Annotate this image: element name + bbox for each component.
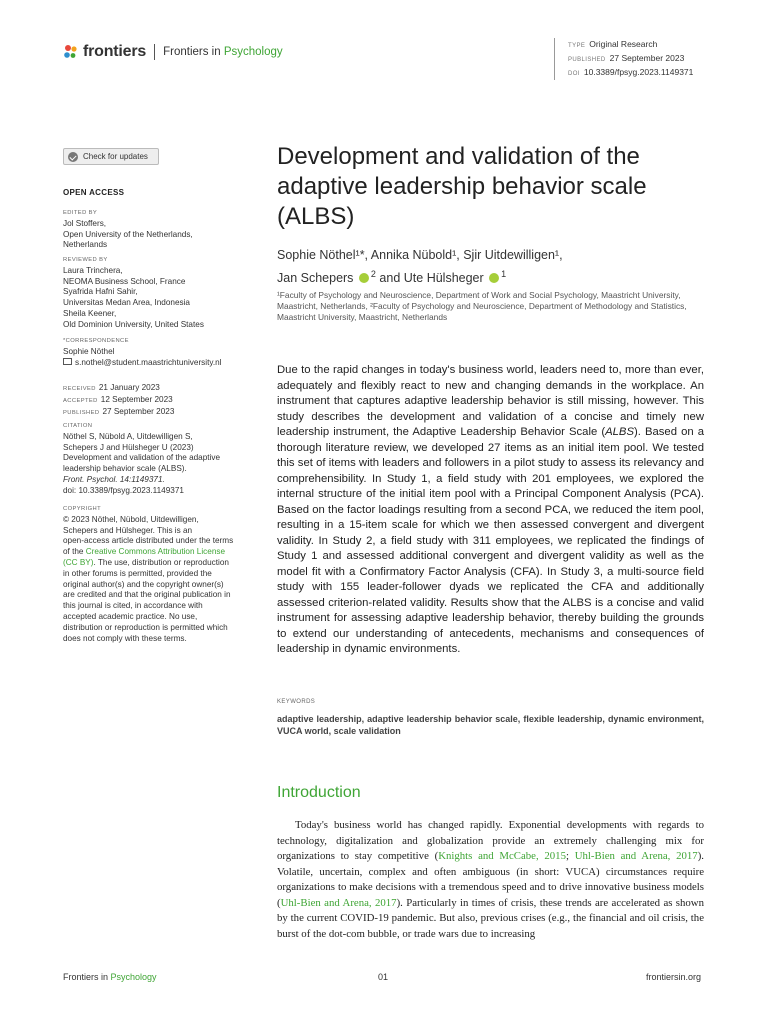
open-access-label: OPEN ACCESS [63, 188, 125, 197]
logo-divider [154, 44, 155, 60]
meta-published: PUBLISHED 27 September 2023 [568, 53, 685, 63]
correspondence-email[interactable]: s.nothel@student.maastrichtuniversity.nl [63, 358, 263, 369]
brand-name: frontiers [83, 43, 147, 60]
affiliations: ¹Faculty of Psychology and Neuroscience, Department of Work and Social Psychology, Maastricht University, Maastricht, Netherlands, ²Faculty of Psychology and Neuroscience, Department of Methodology and Statistics, Maastricht University, Maastricht, Netherlands [277, 290, 687, 322]
cc-by-link[interactable]: (CC BY) [63, 557, 94, 567]
check-icon [68, 152, 78, 162]
keywords: adaptive leadership, adaptive leadership behavior scale, flexible leadership, dynamic environment, VUCA world, scale validation [277, 714, 704, 736]
check-for-updates-button[interactable]: Check for updates [63, 148, 159, 165]
citation-link[interactable]: Knights and McCabe, 2015 [438, 850, 566, 862]
orcid-icon[interactable] [489, 273, 499, 283]
frontiers-logo[interactable] [63, 42, 283, 62]
citation-link[interactable]: Uhl-Bien and Arena, 2017 [574, 850, 698, 862]
citation: CITATION Nöthel S, Nübold A, Uitdewilligen S, Schepers J and Hülsheger U (2023) Development and validation of the adaptive leadership behavior scale (ALBS). Front. Psychol. 14:1149371. doi: 10.3389/fpsyg.2023.1149371 [63, 423, 221, 495]
orcid-icon[interactable] [359, 273, 369, 283]
envelope-icon [63, 358, 72, 365]
article-title: Development and validation of the adaptive leadership behavior scale (ALBS) [277, 143, 647, 230]
correspondence: *CORRESPONDENCE Sophie Nöthel s.nothel@student.maastrichtuniversity.nl [63, 336, 263, 368]
footer-journal[interactable]: Frontiers in Psychology [63, 972, 157, 982]
introduction-paragraph: Today's business world has changed rapidly. Exponential developments with regards to technology, digitalization and globalization provide an extremely challenging mix for organizations to stay competitive (Knights and McCabe, 2015; Uhl-Bien and Arena, 2017). Volatile, uncertain, complex and often ambiguous (in short: VUCA) circumstances require organizations to make decisions with a tremendous speed and to drive innovative business models (Uhl-Bien and Arena, 2017). Particularly in times of crisis, these trends are accelerated as shown by the current COVID-19 pandemic. But also, previous crises (e.g., the financial and oil crisis, the burst of the dot-com bubble, or trade wars due to increasing [277, 819, 704, 940]
keywords-label: KEYWORDS [277, 699, 316, 705]
meta-type: TYPE Original Research [568, 39, 658, 49]
page-number: 01 [378, 972, 389, 982]
frontiers-logo-icon [63, 44, 79, 60]
license-link[interactable]: Creative Commons Attribution License [85, 547, 226, 557]
reviewed-by: REVIEWED BY Laura Trinchera, NEOMA Business School, France Syafrida Hafni Sahir, Universitas Medan Area, Indonesia Sheila Keener, Old Dominion University, United States [63, 257, 204, 329]
dates: RECEIVED 21 January 2023 ACCEPTED 12 September 2023 PUBLISHED 27 September 2023 [63, 383, 175, 416]
journal-name[interactable]: Frontiers in Psychology [163, 46, 283, 58]
footer-site-link[interactable]: frontiersin.org [646, 972, 702, 982]
article-meta [554, 38, 693, 80]
edited-by: EDITED BY Jol Stoffers, Open University of the Netherlands, Netherlands [63, 210, 193, 250]
citation-link[interactable]: Uhl-Bien and Arena, 2017 [280, 896, 397, 909]
introduction-heading: Introduction [277, 784, 361, 801]
copyright: COPYRIGHT © 2023 Nöthel, Nübold, Uitdewilligen, Schepers and Hülsheger. This is an open-access article distributed under the terms of the Creative Commons Attribution License (CC BY). The use, distribution or reproduction in other forums is permitted, provided the original author(s) and the copyright owner(s) are credited and that the original publication in this journal is cited, in accordance with accepted academic practice. No use, distribution or reproduction is permitted which does not comply with these terms. [63, 506, 234, 643]
abstract: Due to the rapid changes in today's business world, leaders need to, more than ever, adequately and flexibly react to new and changing demands in the workplace. An instrument that captures adaptive leadership behavior is still missing, however. This study describes the development and validation of a concise and timely new leadership instrument, the Adaptive Leadership Behavior Scale (ALBS). Based on a thorough literature review, we developed 27 items as an initial item pool. We tested this set of items with leaders and followers in a pilot study to assess its relevancy and comprehensibility. In Study 1, a field study with 201 employees, we explored the internal structure of the initial item pool with a Principal Component Analysis (PCA). Based on the factor loadings resulting from a second PCA, we reduced the item pool, resulting in a 15-item scale for which we then assessed convergent and divergent validity. In Study 2, a field study with 311 employees, we replicated the findings of Study 1 and assessed additional convergent and divergent validity as well as the model fit with a Confirmatory Factor Analysis (CFA). In Study 3, a multi-source field study with 155 leader-follower dyads we replicated the CFA and additionally assessed criterion-related validity. Results show that the ALBS is a concise and valid instrument for assessing adaptive leadership behavior, thereby building the grounds to extend our understanding of antecedents, mechanisms and consequences of leadership in dynamic environments. [277, 364, 704, 655]
meta-doi[interactable]: DOI 10.3389/fpsyg.2023.1149371 [568, 67, 694, 77]
author-list: Sophie Nöthel¹*, Annika Nübold¹, Sjir Uitdewilligen¹, Jan Schepers $^2$ and Ute Hülsheger $^1$ [277, 248, 563, 285]
